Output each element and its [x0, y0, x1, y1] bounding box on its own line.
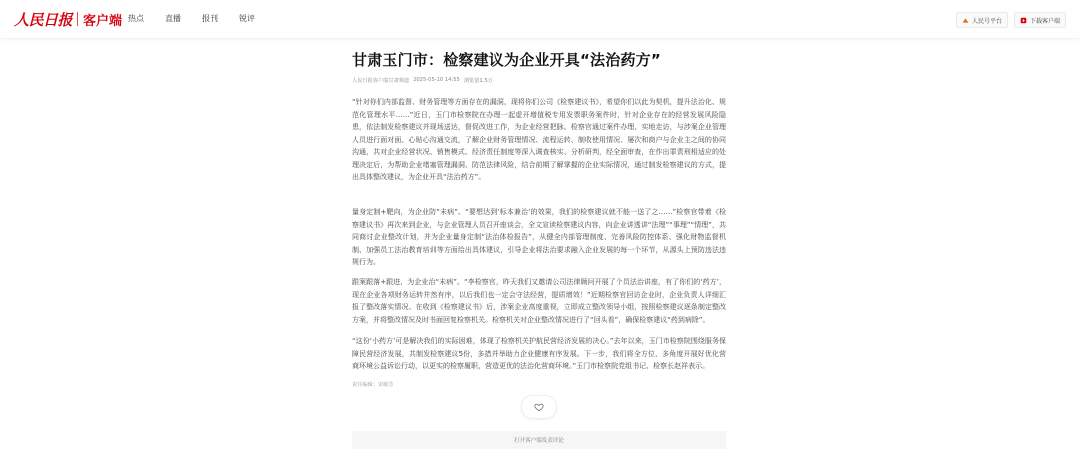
logo-subtitle: 客户端 — [83, 13, 123, 29]
nav-item-newspaper[interactable]: 报刊 — [202, 14, 218, 23]
like-button[interactable] — [521, 395, 557, 419]
logo-brand: 人民日报 — [14, 10, 73, 29]
main-nav — [128, 13, 255, 24]
download-app-button[interactable] — [1014, 12, 1066, 28]
article-paragraph: “这份‘小药方’可是解决我们的实际困难，体现了检察机关护航民营经济发展的决心。”去年以来，玉门市检察院围绕服务保障民营经济发展，共制发检察建议5份，多措并举助力企业健康有序发展。下一步，我们将全方位、多角度开展好优化营商环境公益诉讼行动，以更实的检察履职，营造更优的法治化营商环境。”玉门市检察院党组书记、检察长赵祥表示。 — [352, 337, 726, 370]
article-paragraph: “针对你们内部监督、财务管理等方面存在的漏洞，现将你们公司《检察建议书》，希望你们以此为契机，提升法治化、规范化管理水平……”近日，玉门市检察院在办理一起虚开增值税专用发票职务案件时，针对企业存在的经营发展风险隐患，依法制发检察建议并现场送达，督促改进工作，为企业经营把脉。检察官通过案件办理、实地走访，与涉案企业管理人员进行面对面、心贴心沟通交流，了解企业财务管理情况、流程运转、制收使用情况、屡次和商户与企业主之间的协同沟通，共对企业经营状况、销售模式、经济责任制度等深入调查核实、分析研判，经全面审查，在作出罪责刑相适应的处理决定后，为帮助企业堵塞管理漏洞、防范法律风险，结合前期了解掌握的企业实际情况，通过制发检察建议的方式，提出具体整改建议，为企业开具“法治药方”。 — [352, 98, 726, 181]
nav-item-hot[interactable]: 热点 — [128, 14, 144, 23]
article-paragraph: 跟案跟落+跟进，为企业治“未病”。“李检察官，昨天我们又邀请公司法律顾问开展了个员法治讲座，有了你们的‘药方’，现在企业各项财务运转井然有序，以后我们也一定会守法经营，提质增效！”近期检察官回访企业时，企业负责人详细汇报了整改落实情况。在收到《检察建议书》后，涉案企业高度重视，立即成立整改领导小组，按照检察建议逐条制定整改方案，并将整改情况及时书面回复检察机关。检察机关对企业整改情况进行了“回头看”，确保检察建议“药到病除”。 — [352, 278, 726, 324]
article-paragraph: 量身定制+靶向，为企业防“未病”。“要想达到‘标本兼治’的效果，我们的检察建议就不能一送了之……”检察官带着《检察建议书》再次来到企业，与企业管理人员召开座谈会，全文宣读检察建议内容，向企业讲透讲“法理”“事理”“情理”，共同商讨企业整改计划，并为企业量身定制“法治体检报告”，从健全内部管理制度、完善风险防控体系、强化财物监督机制、加强员工法治教育培训等方面给出具体建议，引导企业将法治要求融入企业发展的每一个环节，从源头上预防违法违规行为。 — [352, 208, 726, 266]
download-icon — [1020, 17, 1027, 24]
article — [352, 50, 726, 444]
heart-icon — [534, 402, 544, 412]
download-app-label: 下载客户端 — [1029, 17, 1060, 25]
people-platform-button[interactable] — [956, 12, 1008, 28]
article-source: 人民日报客户端甘肃频道 — [352, 78, 410, 84]
article-date: 2025-05-10 14:55 — [413, 77, 460, 83]
top-navbar — [0, 0, 1080, 38]
article-meta — [352, 77, 726, 84]
article-title: 甘肃玉门市：检察建议为企业开具“法治药方” — [352, 51, 661, 69]
site-logo[interactable] — [14, 9, 122, 29]
article-views: 浏览量1.5万 — [463, 78, 493, 84]
nav-item-commentary[interactable]: 锐评 — [239, 14, 255, 23]
nav-item-live[interactable]: 直播 — [165, 14, 181, 23]
responsible-editor: 责任编辑：宋敏芳 — [352, 382, 394, 388]
open-app-comment-button[interactable]: 打开客户端发表评论 — [352, 431, 726, 449]
people-platform-label: 人民号平台 — [971, 17, 1002, 25]
top-actions — [956, 12, 1066, 28]
logo-divider — [77, 12, 78, 26]
people-icon — [962, 17, 969, 24]
